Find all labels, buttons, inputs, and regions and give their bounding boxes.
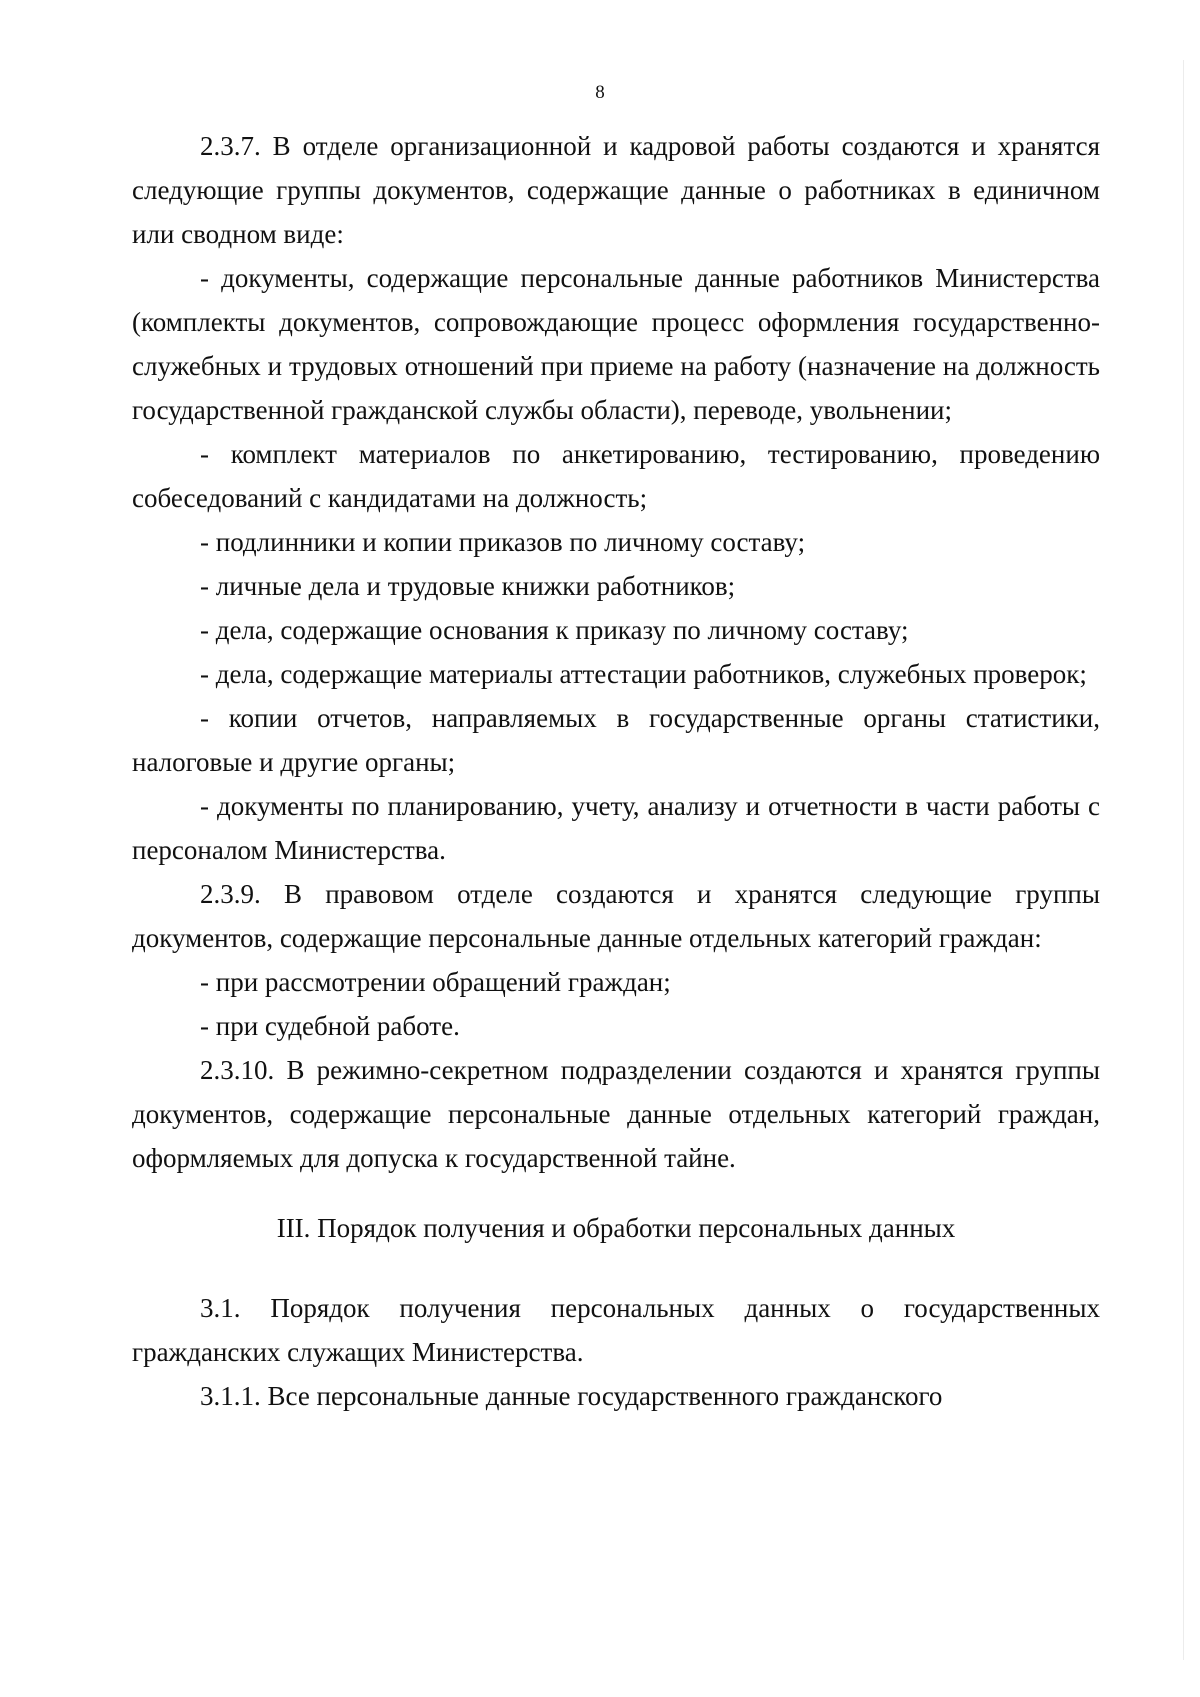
paragraph-3-1-1: 3.1.1. Все персональные данные государственного гражданского [200,1381,943,1411]
page-number: 8 [595,82,605,103]
list-item-citizen-appeals: - при рассмотрении обращений граждан; [200,967,671,997]
section-heading: III. Порядок получения и обработки персональных данных [276,1213,956,1243]
list-item-order-grounds: - дела, содержащие основания к приказу по личному составу; [200,615,909,645]
list-item-report-copies: - копии отчетов, направляемых в государственные органы статистики, налоговые и другие органы; [132,703,1100,777]
list-item-personal-files: - личные дела и трудовые книжки работников; [200,571,736,601]
list-item-personnel-documents: - документы, содержащие персональные данные работников Министерства (комплекты документов, сопровождающие процесс оформления государственно-служебных и трудовых отношений при приеме на работу (назначение на должность государственной гражданской службы области), переводе, увольнении; [132,263,1100,425]
paragraph-2-3-10: 2.3.10. В режимно-секретном подразделении создаются и хранятся группы документов, содержащие персональные данные отдельных категорий граждан, оформляемых для допуска к государственной тайне. [132,1055,1100,1173]
list-item-orders: - подлинники и копии приказов по личному составу; [200,527,806,557]
document-body [132,124,1100,1418]
paragraph-2-3-7: 2.3.7. В отделе организационной и кадровой работы создаются и хранятся следующие группы документов, содержащие данные о работниках в единичном или сводном виде: [132,131,1100,249]
list-item-candidate-materials: - комплект материалов по анкетированию, тестированию, проведению собеседований с кандидатами на должность; [132,439,1100,513]
scan-edge-line [1183,60,1184,1660]
list-item-attestation: - дела, содержащие материалы аттестации работников, служебных проверок; [200,659,1087,689]
paragraph-3-1: 3.1. Порядок получения персональных данных о государственных гражданских служащих Министерства. [132,1293,1100,1367]
list-item-judicial-work: - при судебной работе. [200,1011,460,1041]
list-item-planning-documents: - документы по планированию, учету, анализу и отчетности в части работы с персоналом Министерства. [132,791,1100,865]
paragraph-2-3-9: 2.3.9. В правовом отделе создаются и хранятся следующие группы документов, содержащие персональные данные отдельных категорий граждан: [132,879,1100,953]
